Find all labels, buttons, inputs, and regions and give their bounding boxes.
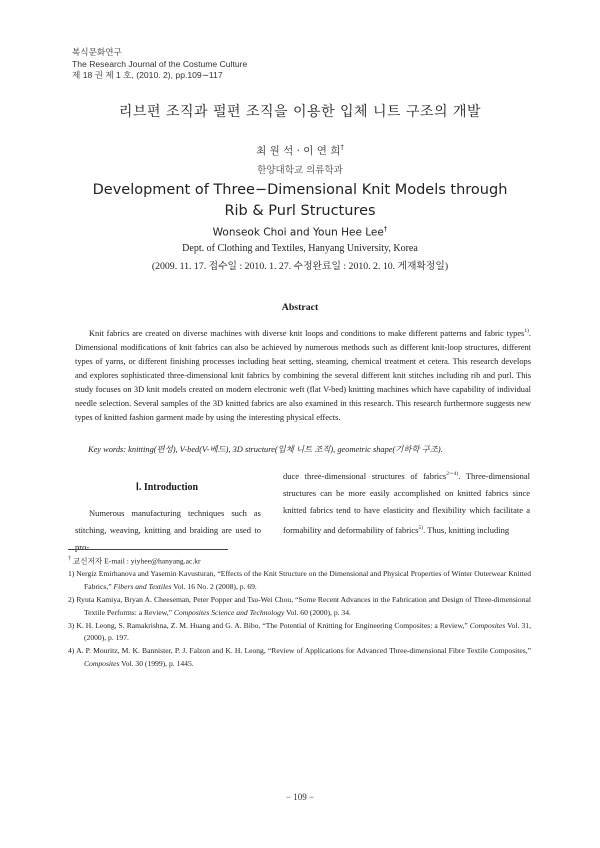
english-corresponding-mark: †	[383, 225, 388, 233]
corresponding-author-note	[68, 553, 531, 568]
introduction-right-column	[283, 466, 530, 539]
corresponding-note-mark: †	[68, 556, 71, 562]
citation-2-4: 2∼4)	[446, 471, 459, 477]
journal-header	[72, 47, 247, 82]
journal-english-name: The Research Journal of the Costume Culture	[72, 58, 248, 69]
page-number: − 109 −	[285, 792, 315, 802]
footnote-text: Ryuta Kamiya, Bryan A. Cheeseman, Peter Popper and Tsu-Wei Chou, “Some Recent Advances in the Fabrication and Design of Three-dimensional Textile Performs: a Review,”	[76, 594, 531, 617]
abstract-heading: Abstract	[281, 302, 319, 313]
introduction-heading-text: Ⅰ. Introduction	[135, 482, 199, 493]
footnote-text: Vol. 60 (2000), p. 34.	[284, 607, 351, 617]
footnote-journal: Fibers and Textiles	[113, 582, 172, 592]
citation-5: 5)	[418, 524, 424, 531]
footnote-journal: Composites	[84, 658, 120, 668]
footnote-list	[68, 568, 531, 670]
korean-title: 리브편 조직과 펄편 조직을 이용한 입체 니트 구조의 개발	[118, 104, 482, 120]
footnote-text: Vol. 30 (1999), p. 1445.	[119, 658, 194, 668]
footnote-text: Vol. 31, (2000), p. 197.	[84, 620, 531, 643]
english-title	[0, 180, 600, 222]
intro-right-text-1: duce three-dimensional structures of fabrics	[283, 470, 447, 481]
korean-corresponding-mark: †	[340, 143, 344, 152]
footnote-item	[68, 645, 531, 671]
english-authors-names: Wonseok Choi and Youn Hee Lee	[212, 226, 384, 239]
submission-dates: (2009. 11. 17. 접수일 : 2010. 1. 27. 수정완료일 : 2010. 2. 10. 게재확정일)	[151, 261, 449, 272]
footnote-journal: Composites	[469, 620, 506, 630]
journal-issue: 제 18 권 제 1 호, (2010. 2), pp.109∼117	[72, 70, 223, 80]
footnote-text: A. P. Mouritz, M. K. Bannister, P. J. Falzon and K. H. Leong, “Review of Applications for Advanced Three-dimensional Fibre Textile Composites,”	[76, 646, 531, 656]
footnote-item	[68, 620, 531, 646]
footnote-number: 4)	[68, 646, 75, 656]
journal-korean-name: 복식문화연구	[72, 47, 122, 57]
footnote-number: 1)	[68, 569, 75, 579]
introduction-heading	[75, 482, 259, 493]
intro-right-text-3: . Thus, knitting including	[423, 524, 510, 535]
footnote-divider	[68, 549, 228, 550]
korean-affiliation: 한양대학교 의류학과	[257, 165, 343, 176]
footnote-text: K. H. Leong, S. Ramakrishna, Z. M. Huang and G. A. Bibo, “The Potential of Knitting for Engineering Composites: a Review,”	[76, 620, 470, 630]
english-authors	[0, 225, 600, 239]
footnote-journal: Composites Science and Technology	[173, 607, 285, 617]
keywords: Key words: knitting(편성), V-bed(V-베드), 3D structure(입체 니트 조직), geometric shape(기하학 구조).	[88, 445, 443, 454]
citation-1: 1)	[524, 328, 529, 334]
footnote-number: 2)	[68, 594, 75, 604]
footnote-number: 3)	[68, 620, 75, 630]
corresponding-author-email: 교신저자 E-mail : yiyhee@hanyang.ac.kr	[72, 556, 201, 566]
intro-right-text-2: . Three-dimensional structures can be more easily accomplished on knitted fabrics since knitted fabrics tend to have elasticity and flexibility which facilitate a formability and deformability of fabrics	[283, 470, 530, 535]
korean-authors-names: 최 원 석 · 이 연 희	[256, 145, 341, 157]
footnotes	[68, 553, 531, 671]
english-title-line2: Rib & Purl Structures	[224, 203, 376, 219]
footnote-item	[68, 568, 531, 594]
introduction-left-column: Numerous manufacturing techniques such as stitching, weaving, knitting and braiding are used to pro-	[75, 508, 261, 552]
korean-authors	[0, 143, 600, 158]
footnote-text: Nergiz Emirhanova and Yasemin Kavusturan, “Effects of the Knit Structure on the Dimensional and Physical Properties of Winter Outerwear Knitted Fabrics,”	[76, 569, 531, 592]
abstract-body: Knit fabrics are created on diverse machines with diverse knit loops and conditions to make different patterns and fabric types$^{1)}$. Dimensional modifications of knit fabrics can also be achieved by numerous methods such as different knit-loop structures, different types of yarns, or different finishing processes including heat setting, steaming, chemical treatment et cetera. This research develops and explores sophisticated three-dimensional knit fabrics by combining the several different knit stitches including rib and purl. This study focuses on 3D knit models created on modern electronic weft (flat V-bed) knitting machines which have capability of individual needle selection. Several samples of the 3D knitted fabrics are also examined in this research. This research furthermore suggests new types of knitted fashion garment made by using the interesting physical effects.	[75, 328, 531, 423]
english-title-line1: Development of Three−Dimensional Knit Models through	[92, 182, 508, 198]
footnote-text: Vol. 16 No. 2 (2008), p. 69.	[171, 582, 257, 592]
english-affiliation: Dept. of Clothing and Textiles, Hanyang University, Korea	[182, 243, 418, 254]
footnote-item	[68, 594, 531, 620]
